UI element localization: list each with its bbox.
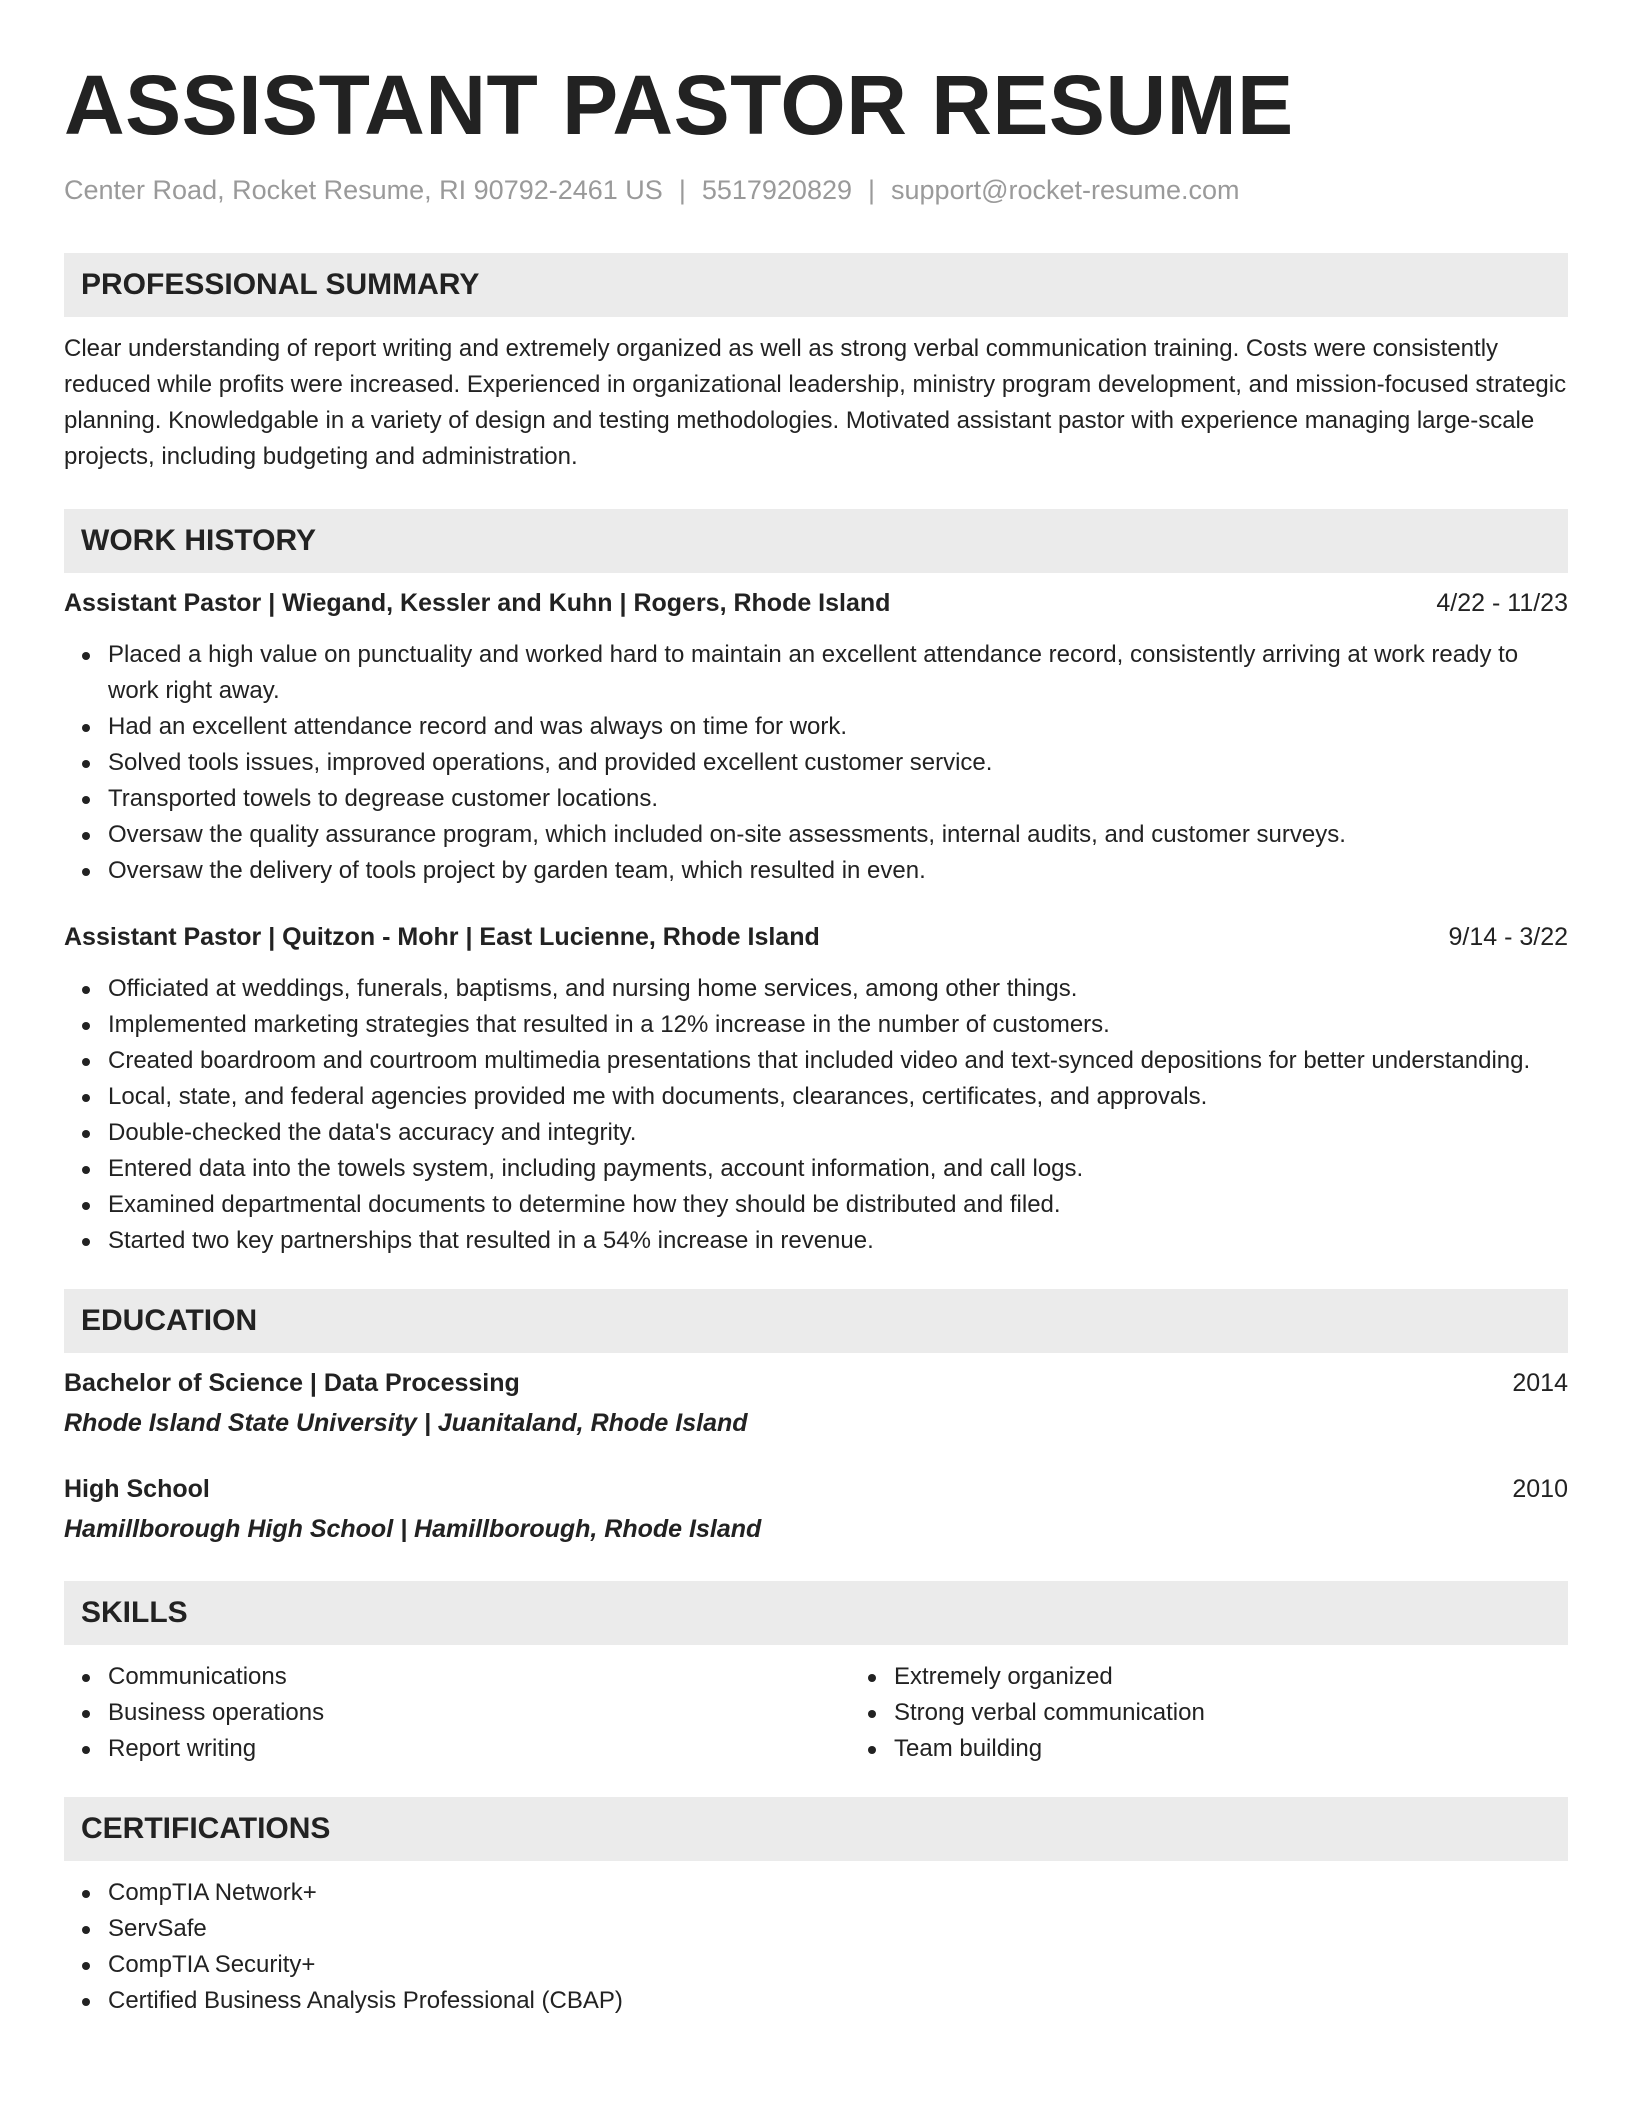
education-degree: Bachelor of Science | Data Processing: [64, 1369, 520, 1397]
section-header-work-history: WORK HISTORY: [64, 509, 1568, 573]
certification-item: Certified Business Analysis Professional (CBAP): [108, 1983, 1568, 2019]
job-bullet: Created boardroom and courtroom multimedia presentations that included video and text-synced depositions for better understanding.: [108, 1043, 1568, 1079]
education-school: Hamillborough High School | Hamillborough, Rhode Island: [64, 1515, 762, 1543]
contact-address: Center Road, Rocket Resume, RI 90792-2461 US: [64, 175, 663, 205]
education-entry: [64, 1471, 1568, 1547]
certification-item: CompTIA Security+: [108, 1947, 1568, 1983]
education-header: [64, 1471, 1568, 1507]
certification-item: CompTIA Network+: [108, 1875, 1568, 1911]
job-dates: 4/22 - 11/23: [1436, 589, 1568, 617]
job-dates: 9/14 - 3/22: [1448, 923, 1568, 951]
contact-separator: |: [868, 175, 876, 205]
job-bullet: Entered data into the towels system, including payments, account information, and call logs.: [108, 1151, 1568, 1187]
certifications-list: [64, 1875, 1568, 2019]
job-entry: [64, 585, 1568, 889]
job-bullet-list: [64, 971, 1568, 1259]
skill-item: Business operations: [108, 1695, 850, 1731]
job-heading: Assistant Pastor | Wiegand, Kessler and Kuhn | Rogers, Rhode Island: [64, 589, 891, 617]
education-school: Rhode Island State University | Juanitaland, Rhode Island: [64, 1409, 748, 1437]
education-degree: High School: [64, 1475, 210, 1503]
contact-phone: 5517920829: [701, 175, 852, 205]
job-bullet: Started two key partnerships that resulted in a 54% increase in revenue.: [108, 1223, 1568, 1259]
skills-list-right: [850, 1659, 1632, 1767]
job-heading: Assistant Pastor | Quitzon - Mohr | East Lucienne, Rhode Island: [64, 923, 820, 951]
job-bullet: Local, state, and federal agencies provided me with documents, clearances, certificates, and approvals.: [108, 1079, 1568, 1115]
skills-list-left: [64, 1659, 850, 1767]
skills-grid: [64, 1659, 1568, 1767]
job-bullet: Examined departmental documents to determine how they should be distributed and filed.: [108, 1187, 1568, 1223]
section-header-summary: PROFESSIONAL SUMMARY: [64, 253, 1568, 317]
education-header: [64, 1365, 1568, 1401]
education-year: 2014: [1512, 1369, 1568, 1397]
job-bullet-list: [64, 637, 1568, 889]
job-bullet: Double-checked the data's accuracy and integrity.: [108, 1115, 1568, 1151]
certification-item: ServSafe: [108, 1911, 1568, 1947]
resume-title: ASSISTANT PASTOR RESUME: [64, 58, 1294, 152]
job-bullet: Transported towels to degrease customer locations.: [108, 781, 1568, 817]
job-bullet: Officiated at weddings, funerals, baptisms, and nursing home services, among other things.: [108, 971, 1568, 1007]
education-entry: [64, 1365, 1568, 1441]
skill-item: Strong verbal communication: [894, 1695, 1632, 1731]
education-year: 2010: [1512, 1475, 1568, 1503]
section-header-education: EDUCATION: [64, 1289, 1568, 1353]
skill-item: Team building: [894, 1731, 1632, 1767]
skill-item: Extremely organized: [894, 1659, 1632, 1695]
contact-email: support@rocket-resume.com: [891, 175, 1240, 205]
job-header: [64, 585, 1568, 621]
job-header: [64, 919, 1568, 955]
job-bullet: Placed a high value on punctuality and worked hard to maintain an excellent attendance record, consistently arriving at work ready to work right away.: [108, 637, 1568, 709]
job-bullet: Solved tools issues, improved operations, and provided excellent customer service.: [108, 745, 1568, 781]
section-header-certifications: CERTIFICATIONS: [64, 1797, 1568, 1861]
job-entry: [64, 919, 1568, 1259]
contact-line: [64, 173, 1568, 207]
section-header-skills: SKILLS: [64, 1581, 1568, 1645]
contact-separator: |: [678, 175, 686, 205]
summary-text: Clear understanding of report writing and extremely organized as well as strong verbal communication training. Costs were consistently reduced while profits were increased. Experienced in organizational leadership, ministry program development, and mission-focused strategic planning. Knowledgable in a variety of design and testing methodologies. Motivated assistant pastor with experience managing large-scale projects, including budgeting and administration.: [64, 335, 1567, 470]
job-bullet: Implemented marketing strategies that resulted in a 12% increase in the number of customers.: [108, 1007, 1568, 1043]
job-bullet: Had an excellent attendance record and was always on time for work.: [108, 709, 1568, 745]
skill-item: Report writing: [108, 1731, 850, 1767]
skill-item: Communications: [108, 1659, 850, 1695]
job-bullet: Oversaw the quality assurance program, which included on-site assessments, internal audits, and customer surveys.: [108, 817, 1568, 853]
job-bullet: Oversaw the delivery of tools project by garden team, which resulted in even.: [108, 853, 1568, 889]
